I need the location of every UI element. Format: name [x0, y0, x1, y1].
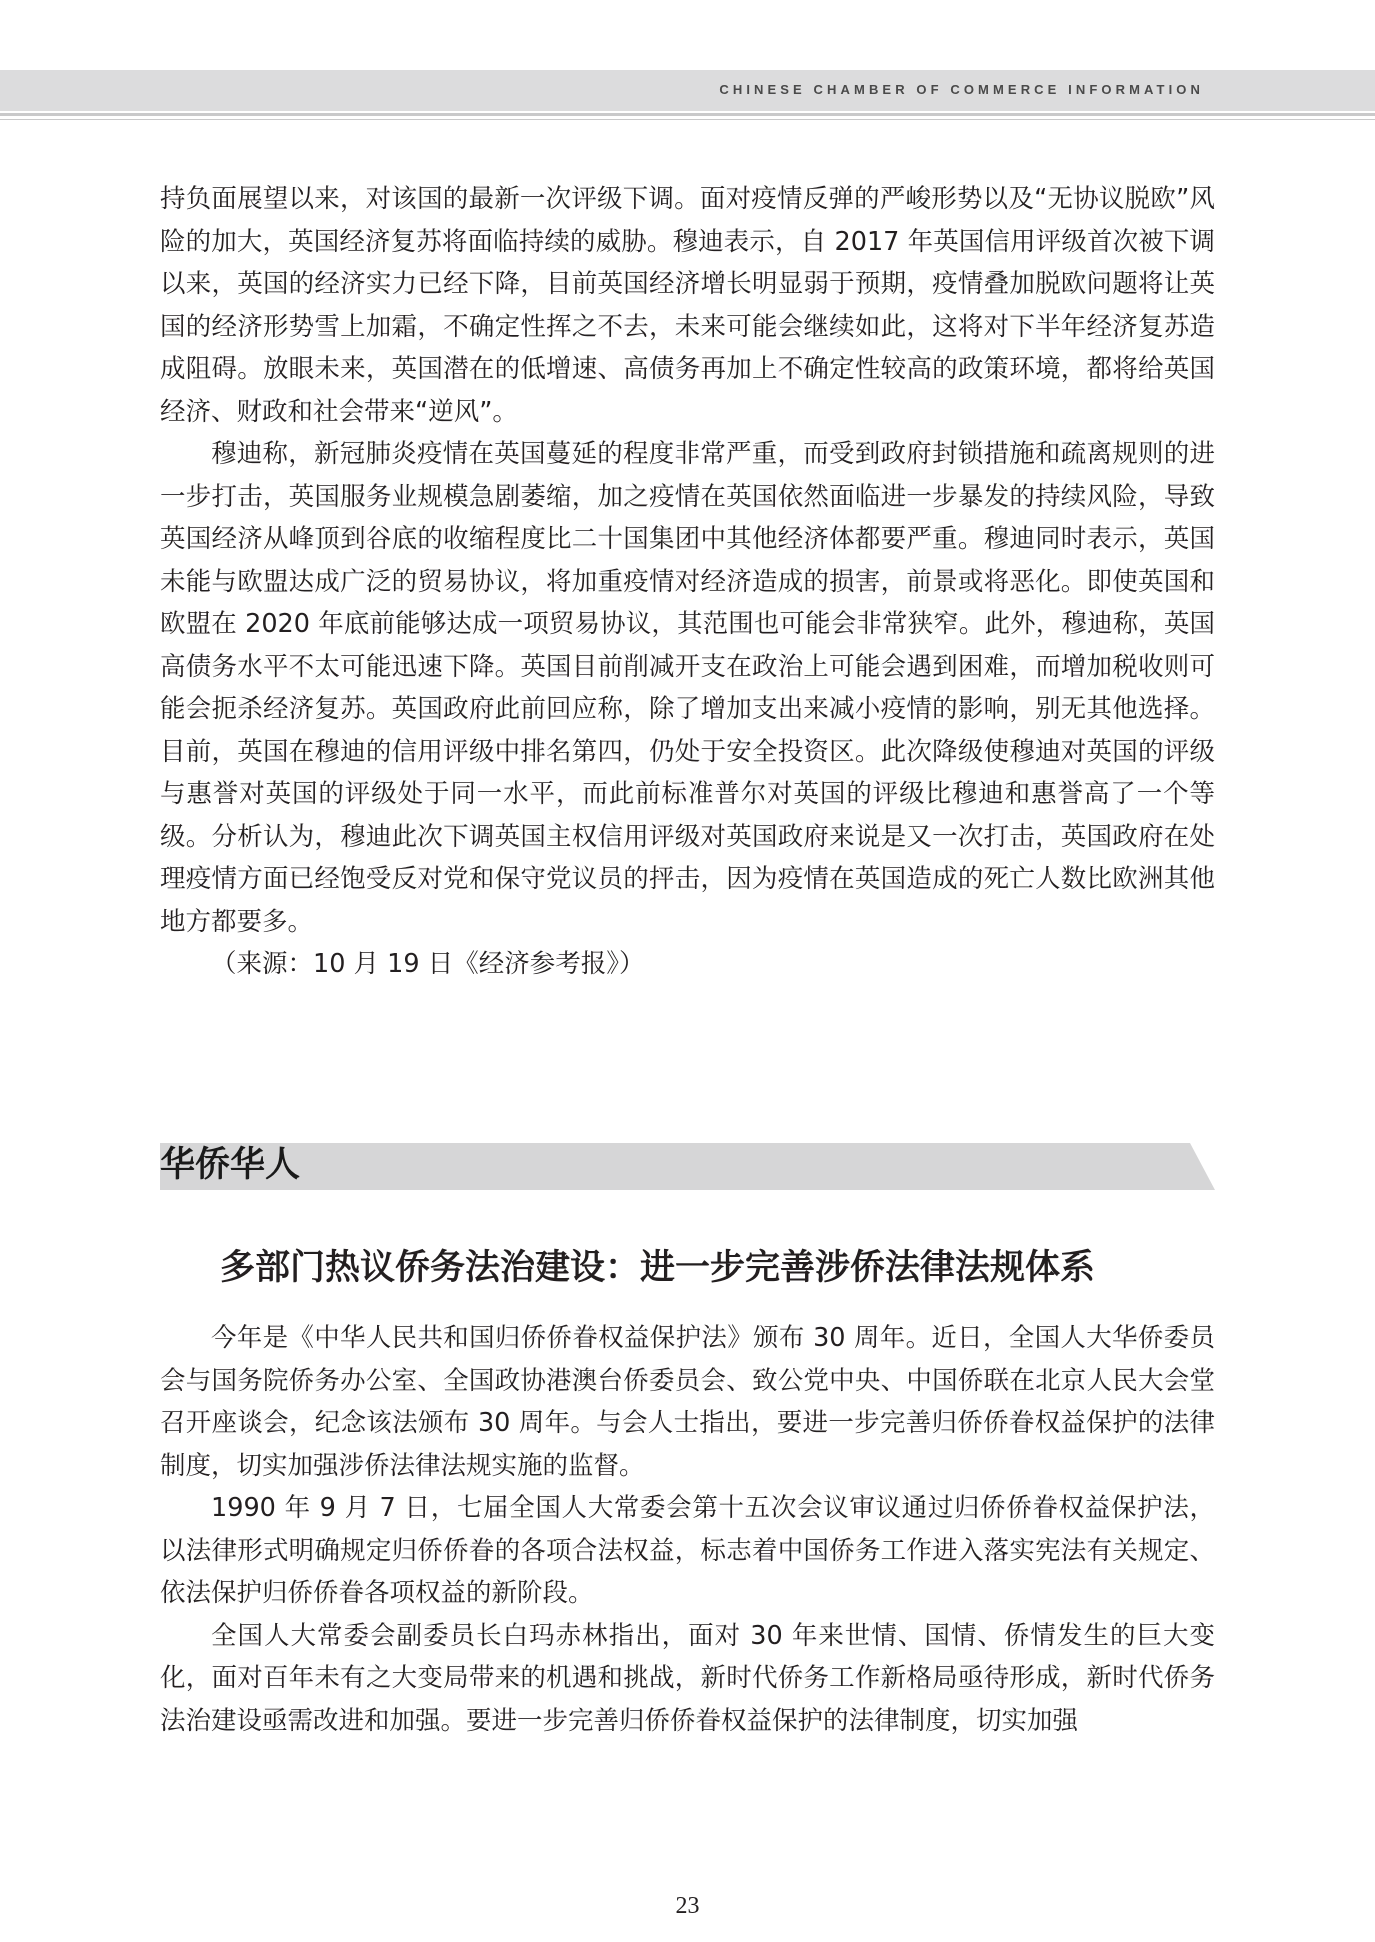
section-banner — [160, 1143, 1215, 1190]
article-body — [160, 1317, 1215, 1742]
source-citation: （来源：10 月 19 日《经济参考报》） — [211, 949, 645, 979]
article-title: 多部门热议侨务法治建设：进一步完善涉侨法律法规体系 — [220, 1248, 1096, 1288]
header-rule-thin — [0, 119, 1375, 120]
body-paragraph: 持负面展望以来，对该国的最新一次评级下调。面对疫情反弹的严峻形势以及“无协议脱欧”风险的加大，英国经济复苏将面临持续的威胁。穆迪表示，自 2017 年英国信用评级首次被下调以来，英国的经济实力已经下降，目前英国经济增长明显弱于预期，疫情叠加脱欧问题将让英国的经济形势雪上加霜，不确定性挥之不去，未来可能会继续如此，这将对下半年经济复苏造成阻碍。放眼未来，英国潜在的低增速、高债务再加上不确定性较高的政策环境，都将给英国经济、财政和社会带来“逆风”。 — [160, 184, 1215, 427]
body-paragraph: 全国人大常委会副委员长白玛赤林指出，面对 30 年来世情、国情、侨情发生的巨大变化，面对百年未有之大变局带来的机遇和挑战，新时代侨务工作新格局亟待形成，新时代侨务法治建设亟需改进和加强。要进一步完善归侨侨眷权益保护的法律制度，切实加强 — [160, 1620, 1215, 1736]
article-continuation — [160, 178, 1215, 986]
page-number: 23 — [675, 1893, 700, 1919]
publication-header: CHINESE CHAMBER OF COMMERCE INFORMATION — [719, 82, 1204, 97]
body-paragraph-text: 穆迪称，新冠肺炎疫情在英国蔓延的程度非常严重，而受到政府封锁措施和疏离规则的进一步打击，英国服务业规模急剧萎缩，加之疫情在英国依然面临进一步暴发的持续风险，导致英国经济从峰顶到谷底的收缩程度比二十国集团中其他经济体都要严重。穆迪同时表示，英国未能与欧盟达成广泛的贸易协议，将加重疫情对经济造成的损害，前景或将恶化。即使英国和欧盟在 2020 年底前能够达成一项贸易协议，其范围也可能会非常狭窄。此外，穆迪称，英国高债务水平不太可能迅速下降。英国目前削减开支在政治上可能会遇到困难，而增加税收则可能会扼杀经济复苏。英国政府此前回应称，除了增加支出来减小疫情的影响，别无其他选择。目前，英国在穆迪的信用评级中排名第四，仍处于安全投资区。此次降级使穆迪对英国的评级与惠誉对英国的评级处于同一水平，而此前标准普尔对英国的评级比穆迪和惠誉高了一个等级。分析认为，穆迪此次下调英国主权信用评级对英国政府来说是又一次打击，英国政府在处理疫情方面已经饱受反对党和保守党议员的抨击，因为疫情在英国造成的死亡人数比欧洲其他地方都要多。 — [160, 439, 1215, 937]
body-paragraph: 今年是《中华人民共和国归侨侨眷权益保护法》颁布 30 周年。近日，全国人大华侨委员会与国务院侨务办公室、全国政协港澳台侨委员会、致公党中央、中国侨联在北京人民大会堂召开座谈会，纪念该法颁布 30 周年。与会人士指出，要进一步完善归侨侨眷权益保护的法律制度，切实加强涉侨法律法规实施的监督。 — [160, 1323, 1215, 1481]
body-paragraph — [160, 433, 1215, 986]
header-rule — [0, 113, 1375, 116]
section-title: 华侨华人 — [160, 1145, 301, 1185]
body-paragraph: 1990 年 9 月 7 日，七届全国人大常委会第十五次会议审议通过归侨侨眷权益保护法，以法律形式明确规定归侨侨眷的各项合法权益，标志着中国侨务工作进入落实宪法有关规定、依法保护归侨侨眷各项权益的新阶段。 — [160, 1493, 1215, 1608]
